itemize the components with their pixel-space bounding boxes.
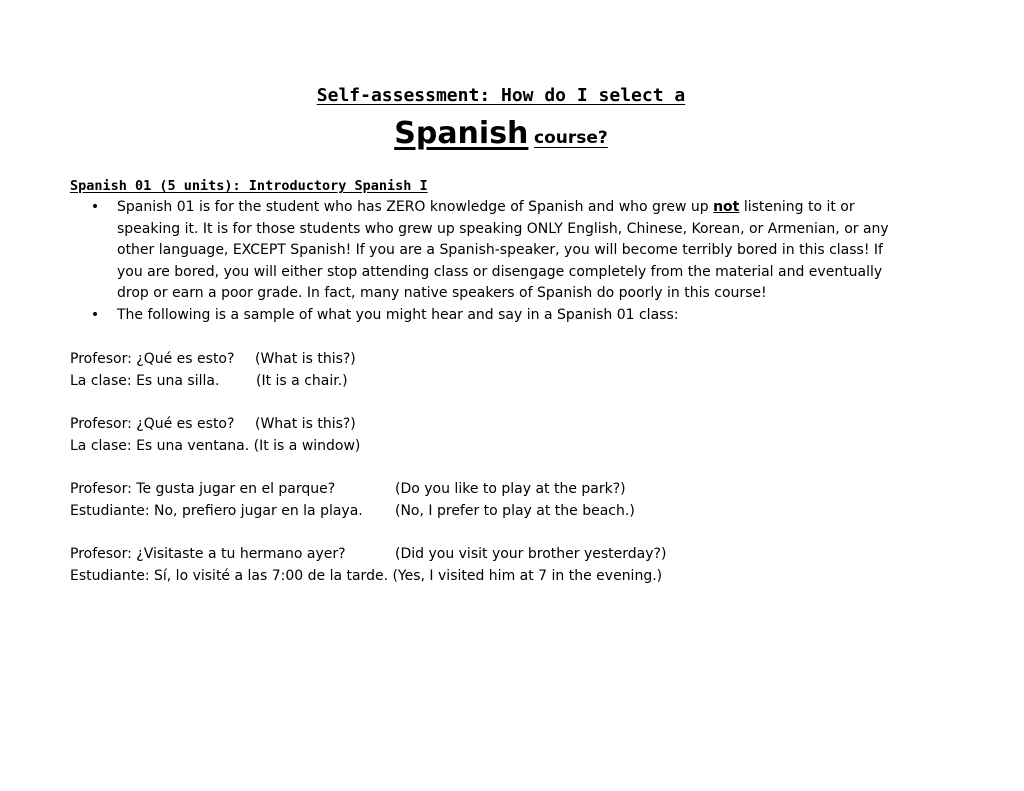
title-text-1: Self-assessment: How do I select a (316, 85, 686, 106)
bullet-item-2 (90, 305, 940, 327)
bullet-list (90, 197, 940, 327)
bullet-1-line-5: drop or earn a poor grade. In fact, many native speakers of Spanish do poorly in this course! (117, 285, 767, 302)
dialog-block-3 (70, 478, 635, 522)
bullet-item-1 (90, 197, 940, 305)
title-line-2 (0, 114, 1002, 158)
dialog-3-line-a: Profesor: Te gusta jugar en el parque? (Do you like to play at the park?) (70, 481, 626, 497)
title-line-1 (0, 84, 1002, 108)
dialog-4-line-a: Profesor: ¿Visitaste a tu hermano ayer? (Did you visit your brother yesterday?) (70, 546, 667, 562)
title-word-spanish: Spanish (394, 116, 529, 151)
bullet-1-line-3: other language, EXCEPT Spanish! If you are a Spanish-speaker, you will become terribly bored in this class! If (117, 242, 883, 259)
bullet-1-line-2: speaking it. It is for those students who grew up speaking ONLY English, Chinese, Korean, or Armenian, or any (117, 220, 889, 237)
dialog-2-line-b: La clase: Es una ventana. (It is a window) (70, 438, 361, 454)
title-word-course: course? (534, 128, 608, 148)
bullet-dot-icon: • (90, 199, 100, 215)
bullet-1-line-4: you are bored, you will either stop attending class or disengage completely from the material and eventually (117, 263, 883, 280)
dialog-1-line-b: La clase: Es una silla. (It is a chair.) (70, 373, 348, 389)
emphasis-not: not (713, 199, 740, 215)
bullet-dot-icon: • (90, 306, 100, 323)
dialog-block-2 (70, 413, 360, 457)
dialog-1-line-a: Profesor: ¿Qué es esto? (What is this?) (70, 351, 356, 367)
dialog-2-line-a: Profesor: ¿Qué es esto? (What is this?) (70, 416, 356, 432)
dialog-block-4 (70, 543, 667, 587)
dialog-3-line-b: Estudiante: No, prefiero jugar en la playa. (No, I prefer to play at the beach.) (70, 503, 635, 519)
section-heading: Spanish 01 (5 units): Introductory Spanish I (70, 178, 428, 194)
bullet-2-line-1: The following is a sample of what you might hear and say in a Spanish 01 class: (117, 306, 679, 323)
bullet-1-line-1: Spanish 01 is for the student who has ZERO knowledge of Spanish and who grew up not listening to it or (117, 199, 855, 215)
dialog-4-line-b: Estudiante: Sí, lo visité a las 7:00 de la tarde. (Yes, I visited him at 7 in the evening.) (70, 568, 663, 584)
dialog-block-1 (70, 348, 356, 392)
